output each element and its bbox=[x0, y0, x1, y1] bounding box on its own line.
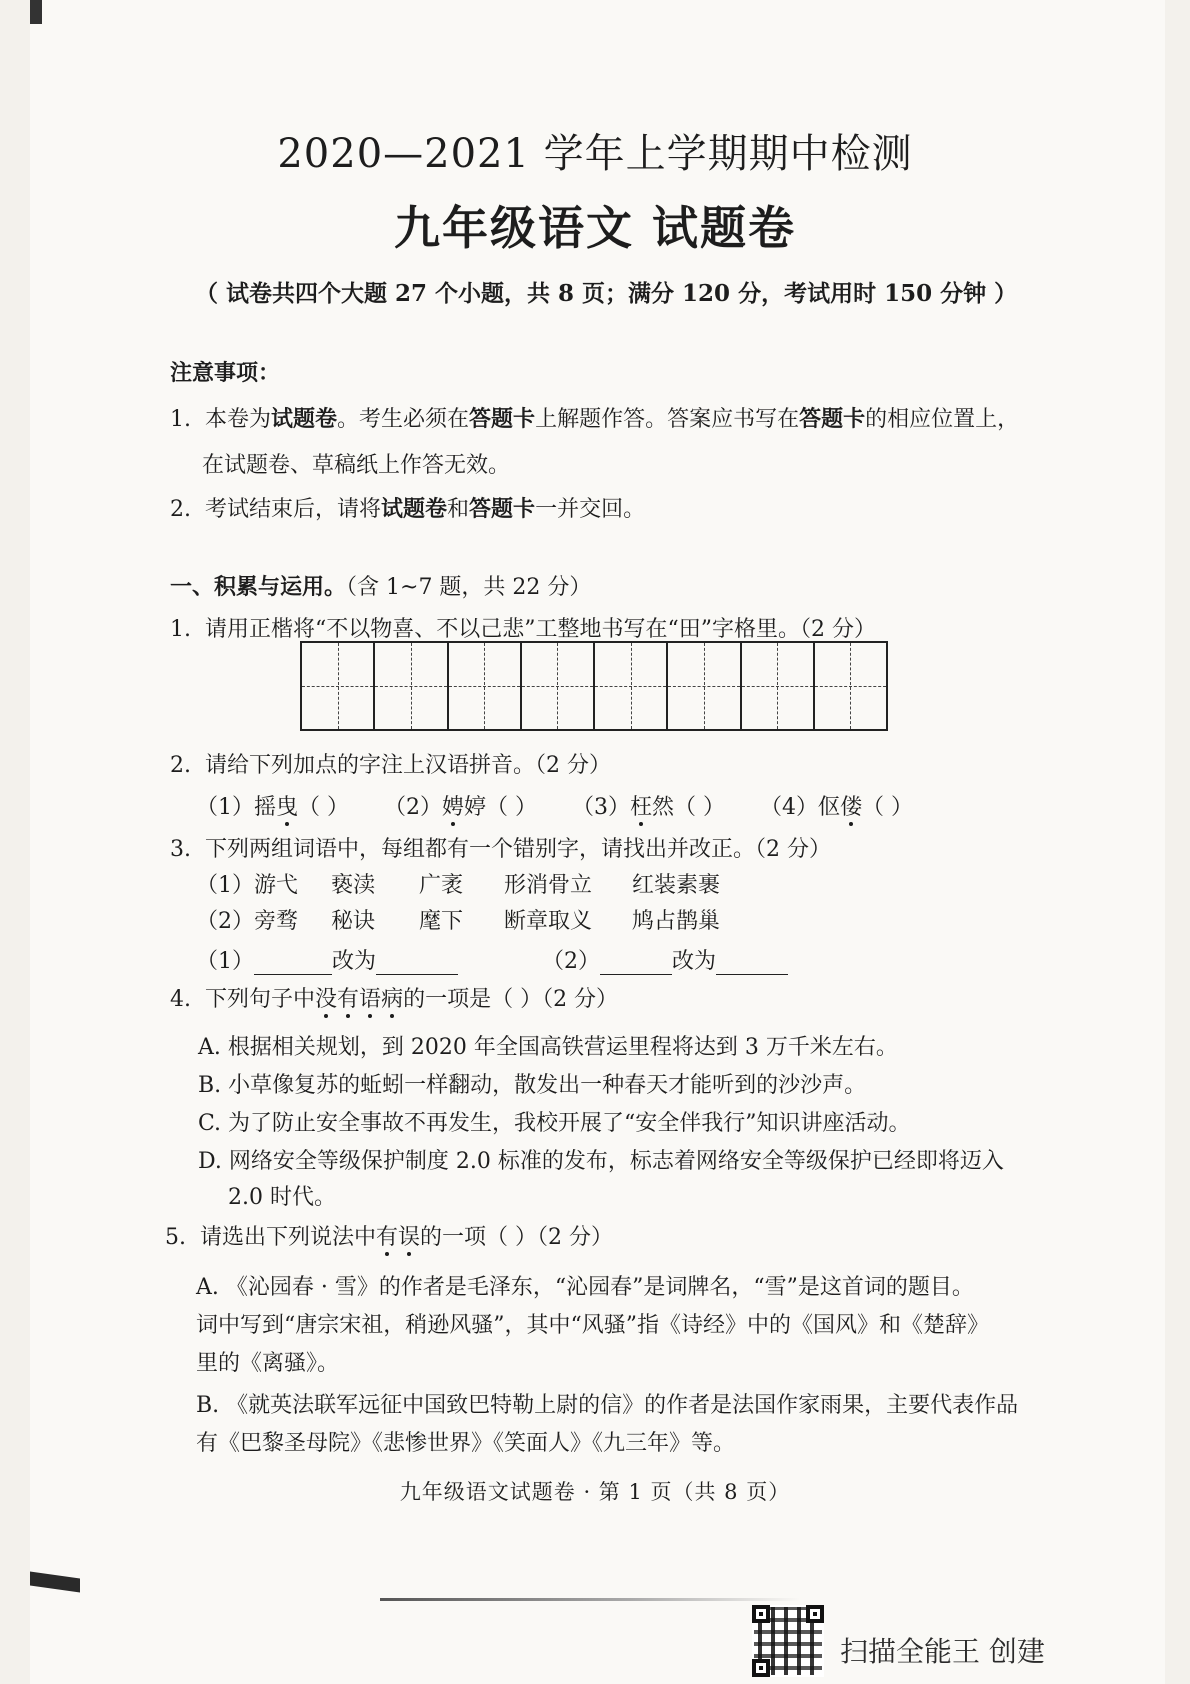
option-b: B. 小草像复苏的蚯蚓一样翻动，散发出一种春天才能听到的沙沙声。 bbox=[198, 1073, 867, 1098]
tianzige-grid[interactable] bbox=[300, 641, 888, 731]
scan-edge-mark bbox=[30, 0, 42, 24]
option-d-continued: 2.0 时代。 bbox=[228, 1185, 336, 1210]
question-2-items bbox=[196, 790, 913, 821]
answer-blank[interactable] bbox=[254, 952, 332, 975]
option-a: A. 根据相关规划，到 2020 年全国高铁营运里程将达到 3 万千米左右。 bbox=[198, 1035, 898, 1060]
tianzige-cell[interactable] bbox=[375, 643, 448, 729]
pinyin-item-2: （2）娉婷（ ） bbox=[384, 795, 538, 820]
q5-option-a-line-2: 词中写到“唐宗宋祖，稍逊风骚”，其中“风骚”指《诗经》中的《国风》和《楚辞》 bbox=[196, 1313, 989, 1338]
q5-option-a-line-3: 里的《离骚》。 bbox=[196, 1351, 340, 1376]
question-3: 3. 下列两组词语中，每组都有一个错别字，请找出并改正。（2 分） bbox=[170, 837, 831, 862]
answer-blank[interactable] bbox=[716, 952, 788, 975]
tianzige-cell[interactable] bbox=[668, 643, 741, 729]
tianzige-cell[interactable] bbox=[595, 643, 668, 729]
pinyin-item-1: （1）摇曳（ ） bbox=[196, 795, 350, 820]
scanner-watermark: 扫描全能王 创建 bbox=[840, 1635, 1045, 1668]
notice-item-2: 2. 考试结束后，请将试题卷和答题卡一并交回。 bbox=[170, 496, 646, 522]
tianzige-cell[interactable] bbox=[522, 643, 595, 729]
correction-blanks: （1） 改为 （2） 改为 bbox=[196, 944, 788, 975]
q5-option-b-line-2: 有《巴黎圣母院》《悲惨世界》《笑面人》《九三年》等。 bbox=[196, 1431, 736, 1456]
qr-code-icon bbox=[752, 1605, 824, 1677]
page-footer: 九年级语文试题卷 · 第 1 页（共 8 页） bbox=[399, 1480, 791, 1504]
question-1: 1. 请用正楷将“不以物喜、不以己悲”工整地书写在“田”字格里。（2 分） bbox=[170, 617, 876, 642]
q5-option-b: B. 《就英法联军远征中国致巴特勒上尉的信》的作者是法国作家雨果，主要代表作品 bbox=[196, 1393, 1019, 1418]
exam-info: （ 试卷共四个大题 27 个小题，共 8 页；满分 120 分，考试用时 150 分钟 ） bbox=[195, 280, 1018, 307]
question-2: 2. 请给下列加点的字注上汉语拼音。（2 分） bbox=[170, 753, 611, 778]
option-c: C. 为了防止安全事故不再发生，我校开展了“安全伴我行”知识讲座活动。 bbox=[198, 1111, 911, 1136]
question-4: 4. 下列句子中没有语病的一项是（ ）（2 分） bbox=[170, 987, 619, 1012]
option-d: D. 网络安全等级保护制度 2.0 标准的发布，标志着网络安全等级保护已经即将迈入 bbox=[198, 1149, 1004, 1174]
notice-item-1-line-2: 在试题卷、草稿纸上作答无效。 bbox=[202, 453, 511, 478]
scan-edge-line bbox=[380, 1598, 800, 1601]
notice-item-1: 1. 本卷为试题卷。考生必须在答题卡上解题作答。答案应书写在答题卡的相应位置上， bbox=[170, 406, 1020, 432]
question-5: 5. 请选出下列说法中有误的一项（ ）（2 分） bbox=[165, 1225, 614, 1250]
notice-heading: 注意事项： bbox=[170, 360, 281, 386]
pinyin-item-4: （4）伛偻（ ） bbox=[760, 795, 914, 820]
exam-title: 2020—2021 学年上学期期中检测 bbox=[277, 131, 913, 177]
word-group-1: （1）游弋 亵渎 广袤 形消骨立 红装素裹 bbox=[196, 873, 721, 898]
tianzige-cell[interactable] bbox=[449, 643, 522, 729]
answer-blank[interactable] bbox=[600, 952, 672, 975]
tianzige-cell[interactable] bbox=[742, 643, 815, 729]
pinyin-item-3: （3）枉然（ ） bbox=[572, 795, 726, 820]
exam-subtitle: 九年级语文 试题卷 bbox=[393, 201, 796, 255]
tianzige-cell[interactable] bbox=[815, 643, 886, 729]
section-1-heading: 一、积累与运用。（含 1~7 题，共 22 分） bbox=[170, 574, 592, 600]
q5-option-a: A. 《沁园春 · 雪》的作者是毛泽东，“沁园春”是词牌名，“雪”是这首词的题目。 bbox=[196, 1275, 974, 1300]
word-group-2: （2）旁骛 秘诀 麾下 断章取义 鸠占鹊巢 bbox=[196, 909, 721, 934]
tianzige-cell[interactable] bbox=[302, 643, 375, 729]
answer-blank[interactable] bbox=[376, 952, 458, 975]
